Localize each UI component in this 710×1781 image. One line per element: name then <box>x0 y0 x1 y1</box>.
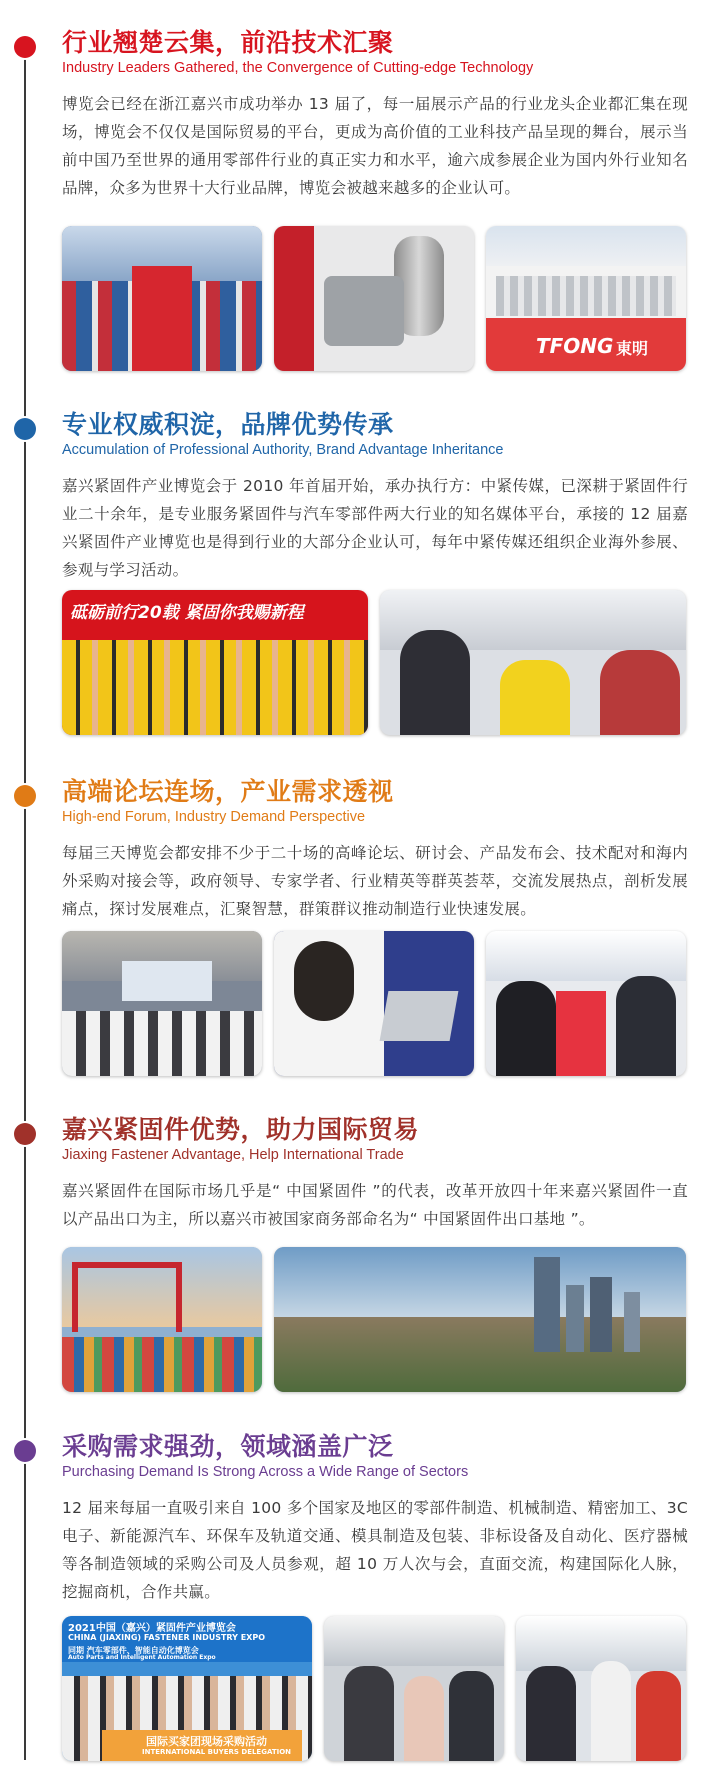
section-body: 每届三天博览会都安排不少于二十场的高峰论坛、研讨会、产品发布会、技术配对和海内外采购对接会等，政府领导、专家学者、行业精英等群英荟萃，交流发展热点，剖析发展痛点，探讨发展难点，汇聚智慧，群策群议推动制造行业快速发展。 <box>62 844 688 918</box>
photo-fastener-machine <box>274 226 474 371</box>
section-body: 嘉兴紧固件在国际市场几乎是“ 中国紧固件 ”的代表，改革开放四十年来嘉兴紧固件一直以产品出口为主，所以嘉兴市被国家商务部命名为“ 中国紧固件出口基地 ”。 <box>62 1182 688 1228</box>
expo-banner-sub: 同期 汽车零部件、智能自动化博览会 <box>68 1646 199 1655</box>
expo-banner-title: 2021中国（嘉兴）紧固件产业博览会 <box>68 1623 236 1634</box>
section-title: 嘉兴紧固件优势，助力国际贸易 <box>62 1115 420 1144</box>
section-title: 行业翘楚云集，前沿技术汇聚 <box>62 28 394 57</box>
section-subtitle: Accumulation of Professional Authority, Brand Advantage Inheritance <box>62 442 504 458</box>
photo-booth-discussion <box>516 1616 686 1761</box>
photo-visitors-booth <box>380 590 686 735</box>
photo-expo-visitors <box>324 1616 504 1761</box>
section-subtitle: Industry Leaders Gathered, the Convergence of Cutting-edge Technology <box>62 60 534 76</box>
expo-banner-en: CHINA (JIAXING) FASTENER INDUSTRY EXPO <box>68 1633 266 1642</box>
section-subtitle: High-end Forum, Industry Demand Perspective <box>62 809 366 825</box>
section-subtitle: Jiaxing Fastener Advantage, Help International Trade <box>62 1147 404 1163</box>
section-title: 采购需求强劲，领域涵盖广泛 <box>62 1432 394 1461</box>
photo-forum-hall <box>62 931 262 1076</box>
timeline-dot <box>14 36 36 58</box>
tfong-cn-text: 東明 <box>616 339 649 358</box>
photo-buyers-delegation <box>62 1616 312 1761</box>
section-title: 高端论坛连场，产业需求透视 <box>62 777 394 806</box>
timeline-dot <box>14 785 36 807</box>
section-body: 博览会已经在浙江嘉兴市成功举办 13 届了，每一届展示产品的行业龙头企业都汇集在现场，博览会不仅仅是国际贸易的平台，更成为高价值的工业科技产品呈现的舞台，展示当前中国乃至世界的通用零部件行业的真正实力和水平，逾六成参展企业为国内外行业知名品牌，众多为世界十大行业品牌，博览会被越来越多的企业认可。 <box>62 95 688 197</box>
section-title: 专业权威积淀，品牌优势传承 <box>62 410 394 439</box>
photo-buyer-negotiation <box>486 931 686 1076</box>
section-body: 12 届来每届一直吸引来自 100 多个国家及地区的零部件制造、机械制造、精密加工、3C 电子、新能源汽车、环保车及轨道交通、模具制造及包装、非标设备及自动化、医疗器械等各制造领域的采购公司及人员参观，超 10 万人次与会，直面交流，构建国际化人脉，挖掘商机，合作共赢。 <box>62 1499 688 1601</box>
photo-port-cranes <box>62 1247 262 1392</box>
timeline-dot <box>14 418 36 440</box>
photo-laptop-meeting <box>274 931 474 1076</box>
timeline-dot <box>14 1440 36 1462</box>
buyers-banner-en: INTERNATIONAL BUYERS DELEGATION <box>142 1748 292 1756</box>
timeline-line <box>24 40 26 1760</box>
expo-banner-sub-en: Auto Parts and Intelligent Automation Expo <box>68 1654 216 1661</box>
section-body: 嘉兴紧固件产业博览会于 2010 年首届开始，承办执行方：中紧传媒，已深耕于紧固件行业二十余年，是专业服务紧固件与汽车零部件两大行业的知名媒体平台，承接的 12 届嘉兴紧固件产业博览也是得到行业的大部分企业认可，每年中紧传媒还组织企业海外参展、参观与学习活动。 <box>62 477 688 579</box>
photo-team-group <box>62 590 368 735</box>
photo-exhibition-hall <box>62 226 262 371</box>
tfong-logo-text: TFONG <box>536 334 614 358</box>
section-subtitle: Purchasing Demand Is Strong Across a Wide Range of Sectors <box>62 1464 469 1480</box>
timeline-dot <box>14 1123 36 1145</box>
banner-slogan: 砥砺前行20载 紧固你我赐新程 <box>70 603 304 623</box>
photo-jiaxing-city <box>274 1247 686 1392</box>
photo-tfong-booth <box>486 226 686 371</box>
buyers-banner-text: 国际买家团现场采购活动 <box>146 1735 267 1748</box>
